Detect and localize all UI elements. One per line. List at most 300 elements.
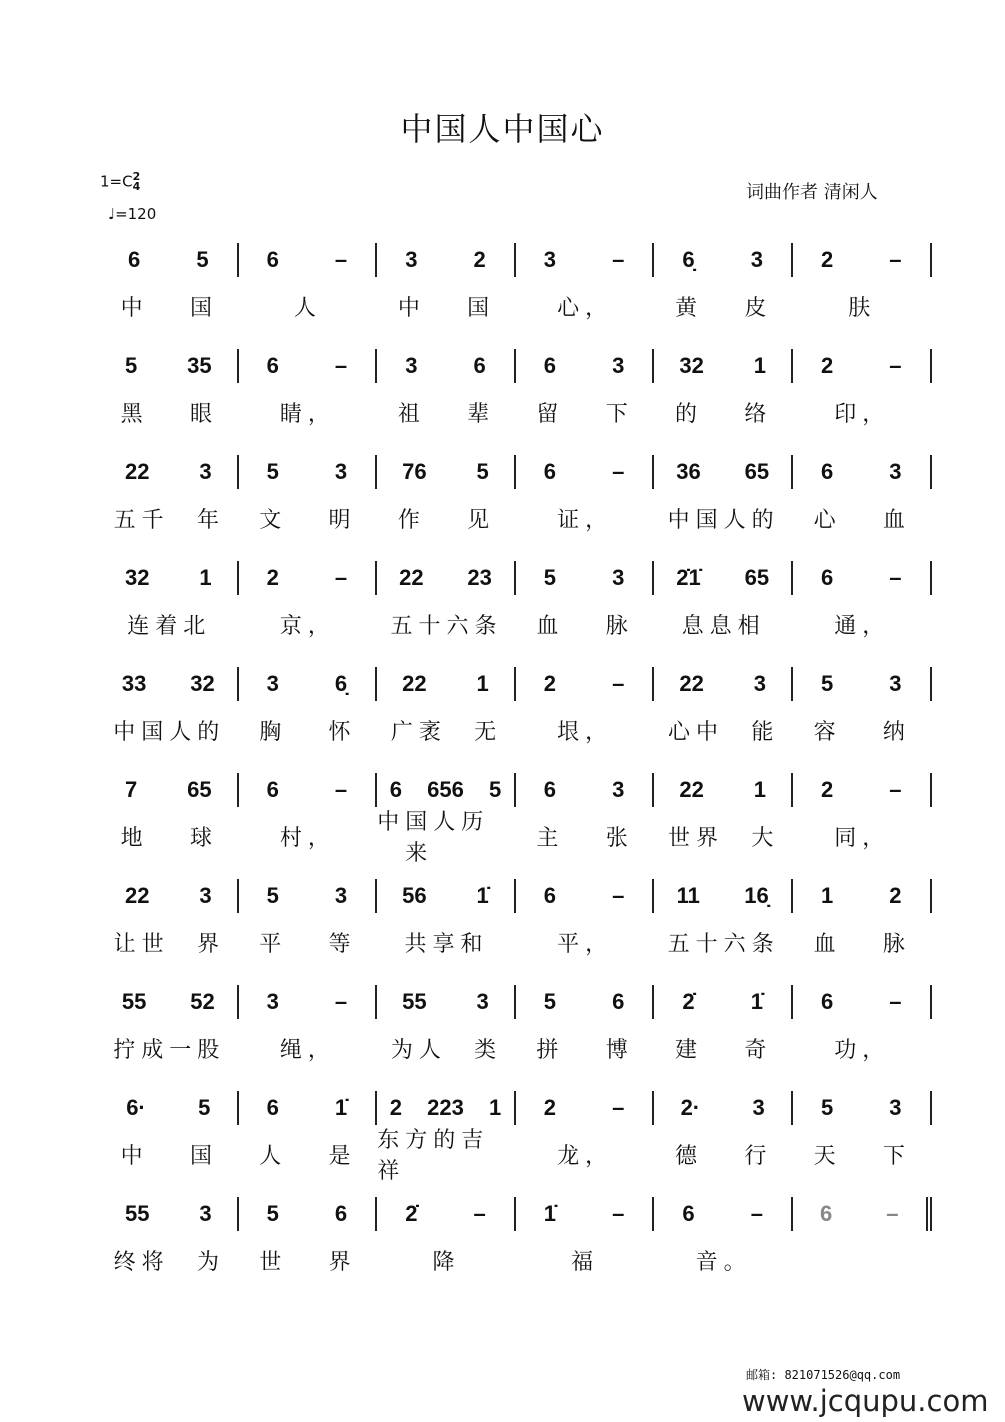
lyric-segment [239, 1139, 378, 1170]
note-group: 6 [543, 353, 557, 378]
lyric-segment [793, 821, 932, 852]
measure [793, 349, 932, 383]
key-signature [100, 172, 140, 192]
measure [100, 667, 239, 701]
lyric-text: 广袤 [390, 719, 447, 745]
note-group: 5 [266, 459, 279, 484]
note-group: 55 [402, 989, 427, 1014]
lyric-segment [239, 1245, 378, 1276]
lyric-segment [239, 397, 378, 428]
note-group: 2̇ [405, 1201, 418, 1226]
note-group: 1̇ [750, 989, 763, 1014]
note-group: 1̇ [543, 1201, 557, 1226]
lyric-segment [654, 1245, 793, 1276]
measure [100, 773, 239, 807]
lyric-text: 地 [120, 825, 149, 851]
note-group: 3 [334, 459, 348, 484]
score-line [100, 240, 932, 326]
note-group: 5 [820, 1095, 834, 1120]
note-group: 2 [543, 1095, 557, 1120]
lyric-text: 村， [279, 825, 336, 851]
lyric-segment [654, 821, 793, 852]
note-group: 6 [334, 1201, 348, 1226]
measure [793, 1197, 932, 1231]
note-group: 2 [266, 565, 279, 590]
measure [377, 773, 516, 807]
measure [793, 243, 932, 277]
measure [377, 879, 516, 913]
note-group: 52 [190, 989, 215, 1014]
note-group: – [612, 1095, 625, 1120]
lyric-segment [377, 715, 516, 746]
note-group: – [886, 1201, 899, 1226]
score-line [100, 1194, 932, 1280]
lyric-text: 通， [834, 613, 891, 639]
measure [516, 985, 655, 1019]
lyric-text: 功， [834, 1037, 891, 1063]
lyric-text: 中国人的 [113, 719, 226, 745]
note-group: – [612, 883, 625, 908]
lyric-text: 见 [467, 507, 496, 533]
note-group: 22 [679, 671, 704, 696]
note-group: 2̇1̇ [676, 565, 701, 590]
lyric-text: 国 [467, 295, 496, 321]
note-group: 3 [889, 1095, 902, 1120]
lyric-text: 脉 [882, 931, 911, 957]
note-group: 55 [121, 989, 147, 1014]
note-group: 656 [427, 777, 464, 802]
lyric-segment [654, 1139, 793, 1170]
measure [654, 455, 793, 489]
footer-site: www.jcqupu.com [742, 1384, 989, 1418]
note-group: 5 [820, 671, 834, 696]
lyric-text: 音。 [695, 1249, 752, 1275]
measure [654, 561, 793, 595]
measure [239, 561, 378, 595]
lyric-text: 脉 [605, 613, 634, 639]
lyric-text: 五十六条 [390, 613, 503, 639]
note-group: 3 [405, 247, 418, 272]
lyric-text: 明 [328, 507, 357, 533]
measure [239, 349, 378, 383]
score-line [100, 876, 932, 962]
note-group: 3 [889, 459, 902, 484]
note-group: 6 [266, 247, 279, 272]
lyric-text: 降 [432, 1249, 461, 1275]
note-group: 6 [820, 459, 834, 484]
measure [100, 243, 239, 277]
measure [377, 561, 516, 595]
lyric-segment [793, 715, 932, 746]
lyric-text: 共享和 [404, 931, 489, 957]
lyric-text: 睛， [279, 401, 336, 427]
measure [654, 879, 793, 913]
lyric-text: 球 [189, 825, 218, 851]
measure [654, 667, 793, 701]
lyric-text: 下 [882, 1143, 911, 1169]
note-group: 33 [121, 671, 147, 696]
measure [239, 243, 378, 277]
measure [100, 561, 239, 595]
measure [516, 561, 655, 595]
measure [793, 985, 932, 1019]
note-group: 3 [753, 671, 766, 696]
lyric-segment [654, 503, 793, 534]
note-group: 76 [402, 459, 427, 484]
lyric-text: 大 [751, 825, 780, 851]
note-group: 32 [190, 671, 215, 696]
lyric-text: 印， [834, 401, 891, 427]
lyric-segment [377, 291, 516, 322]
note-group: – [750, 1201, 763, 1226]
note-group: 3 [405, 353, 418, 378]
measure [100, 1197, 239, 1231]
lyric-segment [377, 805, 516, 867]
lyric-text: 同， [834, 825, 891, 851]
lyric-segment [793, 397, 932, 428]
note-group: 2 [473, 247, 486, 272]
note-group: – [612, 1201, 625, 1226]
lyric-segment [239, 503, 378, 534]
note-group: 5 [198, 1095, 211, 1120]
lyric-text: 京， [279, 613, 336, 639]
lyric-text: 文 [259, 507, 288, 533]
measure [100, 349, 239, 383]
measure [239, 1091, 378, 1125]
lyric-segment [516, 291, 655, 322]
note-group: 5 [266, 1201, 279, 1226]
note-group: 5 [124, 353, 138, 378]
note-group: – [612, 247, 625, 272]
note-group: 16̣ [744, 883, 769, 908]
note-group: 65 [187, 777, 212, 802]
note-group: – [473, 1201, 486, 1226]
lyric-text: 怀 [328, 719, 357, 745]
note-group: 3 [612, 565, 625, 590]
lyric-text: 国人历来 [405, 810, 490, 866]
lyric-text: 无 [474, 719, 503, 745]
lyrics-line [100, 1028, 932, 1068]
measure [516, 243, 655, 277]
note-group: 3 [543, 247, 557, 272]
note-group: – [612, 459, 625, 484]
lyric-segment [516, 503, 655, 534]
lyric-text: 为 [196, 1249, 225, 1275]
note-group: 6 [128, 247, 141, 272]
notes-line [100, 664, 932, 704]
note-group: 3 [752, 1095, 765, 1120]
lyric-text: 让世 [113, 931, 170, 957]
lyrics-line [100, 286, 932, 326]
measure [654, 985, 793, 1019]
note-group: 7 [124, 777, 138, 802]
notes-line [100, 1194, 932, 1234]
time-signature [133, 172, 141, 192]
lyric-segment [793, 1033, 932, 1064]
score-line [100, 558, 932, 644]
lyric-segment [239, 609, 378, 640]
lyric-text: 五十六条 [667, 931, 780, 957]
lyric-text: 界 [196, 931, 225, 957]
lyric-segment [516, 821, 655, 852]
lyric-text: 中 [397, 295, 426, 321]
note-group: 3 [750, 247, 763, 272]
note-group: – [889, 777, 902, 802]
lyric-text: 下 [605, 401, 634, 427]
author: 词曲作者 清闲人 [746, 182, 878, 203]
note-group: 6 [543, 459, 557, 484]
lyric-text: 祖 [397, 401, 426, 427]
time-bottom: 4 [132, 180, 141, 193]
note-group: 11 [676, 883, 700, 908]
note-group: 5 [543, 989, 557, 1014]
lyric-segment [516, 1245, 655, 1276]
lyric-text: 垠， [557, 719, 614, 745]
lyric-text: 五千 [113, 507, 170, 533]
lyric-segment [377, 1123, 516, 1185]
lyrics-line [100, 604, 932, 644]
lyric-text: 留 [536, 401, 565, 427]
score-line [100, 1088, 932, 1184]
lyric-text: 博 [605, 1037, 634, 1063]
lyric-segment [516, 609, 655, 640]
lyric-text: 等 [328, 931, 357, 957]
lyric-text: 肤 [848, 295, 877, 321]
note-group: 3 [889, 671, 902, 696]
note-group: 5 [488, 777, 502, 802]
notes-line [100, 982, 932, 1022]
measure [654, 773, 793, 807]
note-group: 3 [199, 1201, 212, 1226]
lyric-text: 中 [120, 1143, 149, 1169]
lyric-segment [100, 1033, 239, 1064]
lyric-text: 终将 [113, 1249, 170, 1275]
note-group: 3 [334, 883, 348, 908]
notes-line [100, 452, 932, 492]
note-group: 32 [679, 353, 704, 378]
measure [239, 985, 378, 1019]
lyric-text: 血 [536, 613, 565, 639]
lyric-text: 黄 [675, 295, 704, 321]
lyric-text: 张 [605, 825, 634, 851]
note-group: 23 [467, 565, 492, 590]
lyric-segment [100, 609, 239, 640]
note-group: 3 [199, 459, 212, 484]
lyric-text: 行 [744, 1143, 773, 1169]
lyric-segment [239, 1033, 378, 1064]
note-group: 22 [679, 777, 704, 802]
lyric-text: 人 [293, 295, 322, 321]
lyric-text: 国 [189, 295, 218, 321]
note-group: 5 [543, 565, 557, 590]
measure [377, 243, 516, 277]
note-group: 35 [187, 353, 212, 378]
measure [239, 879, 378, 913]
lyric-segment [793, 1139, 932, 1170]
note-group: 2 [820, 353, 834, 378]
note-group: 6 [543, 777, 557, 802]
lyrics-line [100, 710, 932, 750]
note-group: – [334, 247, 348, 272]
note-group: 2 [820, 247, 834, 272]
note-group: – [612, 671, 625, 696]
lyric-segment [654, 291, 793, 322]
measure [793, 667, 932, 701]
note-group: 3 [476, 989, 489, 1014]
lyric-segment [377, 927, 516, 958]
lyric-segment [100, 927, 239, 958]
lyric-segment [100, 1139, 239, 1170]
note-group: 1 [488, 1095, 502, 1120]
measure [516, 455, 655, 489]
lyric-text: 国 [189, 1143, 218, 1169]
lyric-segment [100, 1245, 239, 1276]
measure [516, 1091, 655, 1125]
lyric-text: 平， [557, 931, 614, 957]
notes-line [100, 770, 932, 810]
note-group: 1̇ [334, 1095, 348, 1120]
lyric-text: 皮 [744, 295, 773, 321]
lyric-segment [239, 927, 378, 958]
lyric-text: 平 [259, 931, 288, 957]
note-group: 6· [126, 1095, 146, 1120]
note-group: 6 [543, 883, 557, 908]
lyric-text: 连着北 [127, 613, 212, 639]
score-line [100, 770, 932, 866]
note-group: – [334, 353, 348, 378]
measure [377, 667, 516, 701]
measure [516, 1197, 655, 1231]
lyric-segment [654, 927, 793, 958]
score-line [100, 452, 932, 538]
lyric-segment [377, 609, 516, 640]
note-group: 1̇ [476, 883, 489, 908]
lyric-segment [100, 503, 239, 534]
lyric-text: 辈 [467, 401, 496, 427]
lyric-text: 证， [557, 507, 614, 533]
measure [516, 879, 655, 913]
note-group: 3 [266, 989, 279, 1014]
measure [793, 773, 932, 807]
measure [100, 1091, 239, 1125]
lyric-segment [239, 291, 378, 322]
note-group: 2 [543, 671, 557, 696]
note-group: 22 [124, 459, 150, 484]
lyric-segment [654, 715, 793, 746]
note-group: 6 [266, 777, 279, 802]
note-group: 2 [820, 777, 834, 802]
lyric-segment [377, 1033, 516, 1064]
measure [377, 349, 516, 383]
measure [654, 1197, 793, 1231]
lyric-text: 建 [675, 1037, 704, 1063]
lyric-segment [516, 715, 655, 746]
lyrics-line [100, 1240, 932, 1280]
note-group: 56 [402, 883, 427, 908]
tempo-marking: ♩=120 [108, 205, 157, 223]
note-group: 65 [744, 459, 770, 484]
note-group: 3 [612, 777, 625, 802]
lyric-text: 世 [259, 1249, 288, 1275]
measure [654, 243, 793, 277]
lyric-segment [377, 397, 516, 428]
lyrics-line [100, 810, 932, 866]
note-group: 65 [744, 565, 770, 590]
note-group: 3 [612, 353, 625, 378]
lyric-text: 年 [196, 507, 225, 533]
note-group: 1 [820, 883, 834, 908]
measure [793, 561, 932, 595]
lyrics-line [100, 1128, 932, 1184]
lyric-text: 福 [571, 1249, 600, 1275]
lyric-text: 龙， [557, 1143, 614, 1169]
measure [377, 1091, 516, 1125]
measure [793, 1091, 932, 1125]
lyric-text: 胸 [259, 719, 288, 745]
lyrics-line [100, 498, 932, 538]
lyric-text: 德 [675, 1143, 704, 1169]
lyric-text: 纳 [882, 719, 911, 745]
measure [793, 455, 932, 489]
measure [516, 667, 655, 701]
lyric-segment [100, 821, 239, 852]
note-group: 1 [199, 565, 212, 590]
lyric-text: 奇 [744, 1037, 773, 1063]
measure [239, 773, 378, 807]
lyric-segment [377, 1245, 516, 1276]
note-group: – [334, 777, 348, 802]
note-group: 6 [819, 1201, 833, 1226]
lyric-text: 心中 [668, 719, 725, 745]
notes-line [100, 240, 932, 280]
measure [100, 879, 239, 913]
note-group: 22 [124, 883, 150, 908]
lyric-segment [654, 1033, 793, 1064]
lyric-segment [516, 927, 655, 958]
note-group: 6 [473, 353, 486, 378]
lyric-text: 容 [813, 719, 842, 745]
note-group: – [334, 565, 348, 590]
lyric-segment [516, 1033, 655, 1064]
note-group: 3 [266, 671, 279, 696]
measure [239, 1197, 378, 1231]
lyric-text: 主 [536, 825, 565, 851]
measure [100, 985, 239, 1019]
score-line [100, 664, 932, 750]
note-group: 32 [124, 565, 150, 590]
lyric-text: 拧成一股 [113, 1037, 226, 1063]
lyric-text: 络 [744, 401, 773, 427]
note-group: 1 [476, 671, 489, 696]
lyric-text: 世界 [668, 825, 725, 851]
note-group: 55 [124, 1201, 150, 1226]
note-group: 6 [266, 1095, 279, 1120]
measure [516, 773, 655, 807]
note-group: 6̣ [682, 247, 695, 272]
lyric-text: 息息相 [681, 613, 766, 639]
lyric-text: 绳， [279, 1037, 336, 1063]
lyric-segment [654, 397, 793, 428]
measure [793, 879, 932, 913]
lyric-segment [100, 715, 239, 746]
score-line [100, 982, 932, 1068]
lyric-text: 血 [813, 931, 842, 957]
lyric-segment [516, 397, 655, 428]
note-group: 1 [753, 353, 766, 378]
notes-line [100, 346, 932, 386]
lyric-text: 人 [259, 1143, 288, 1169]
lyric-text: 的 [675, 401, 704, 427]
